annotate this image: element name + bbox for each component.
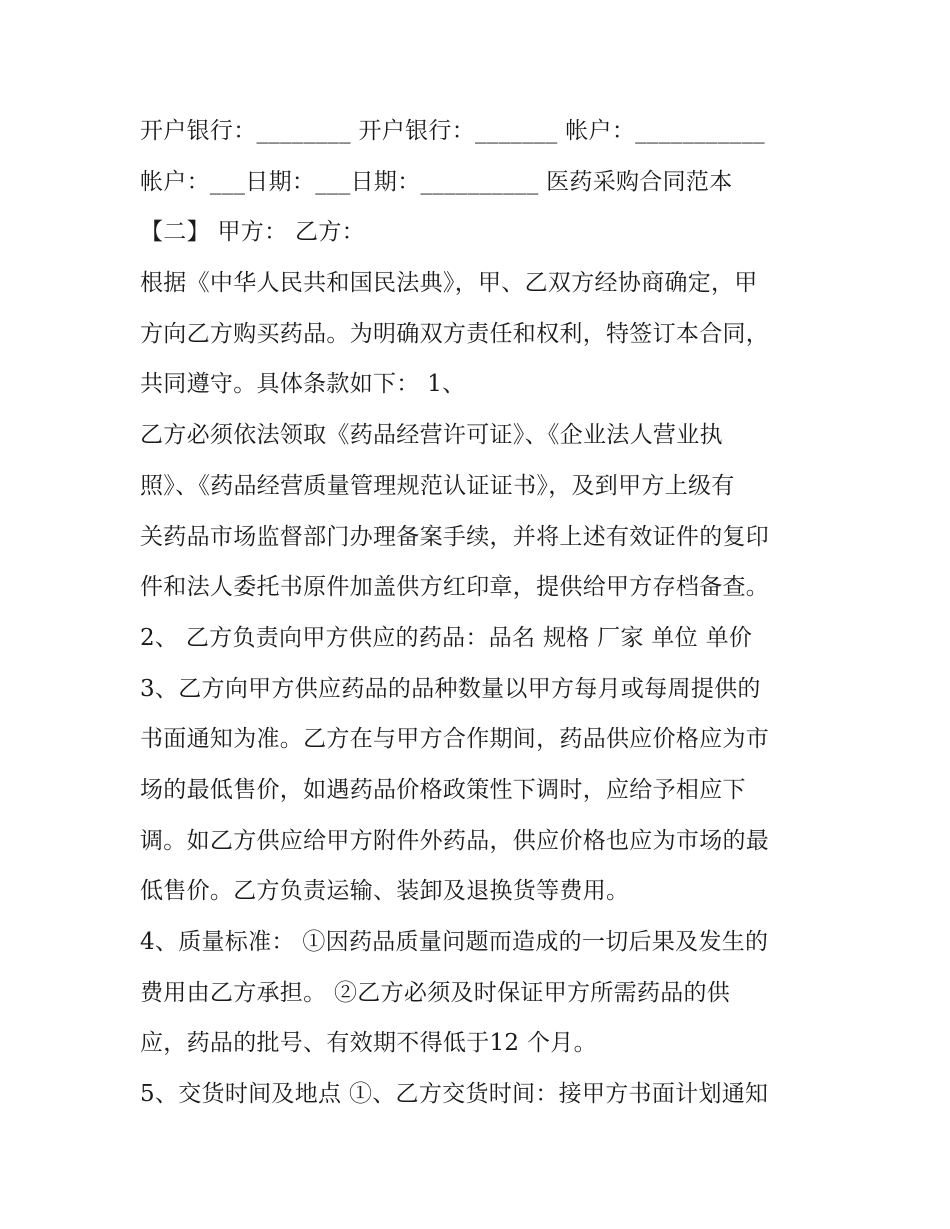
text-line-section-two-parties: 【二】 甲方： 乙方： [140, 219, 365, 246]
text-line-clause-1d: 件和法人委托书原件加盖供方红印章，提供给甲方存档备查。 [140, 574, 770, 601]
text-line-clause-1b: 照》、《药品经营质量管理规范认证证书》，及到甲方上级有 [140, 472, 735, 499]
text-line-clause-3e: 低售价。乙方负责运输、装卸及退换货等费用。 [140, 878, 630, 905]
text-line-clause-2: 2、 乙方负责向甲方供应的药品：品名 规格 厂家 单位 单价 [140, 624, 753, 651]
text-line-clause-3c: 场的最低售价，如遇药品价格政策性下调时，应给予相应下 [140, 776, 746, 803]
text-line-clause-3d: 调。如乙方供应给甲方附件外药品，供应价格也应为市场的最 [140, 827, 770, 854]
text-line-account-dates-title: 帐户：___日期：___日期：__________ 医药采购合同范本 [140, 168, 733, 195]
text-line-clause-1c: 关药品市场监督部门办理备案手续，并将上述有效证件的复印 [140, 523, 770, 550]
text-line-clause-5: 5、交货时间及地点 ①、乙方交货时间：接甲方书面计划通知 [140, 1081, 769, 1108]
text-line-clause-1a: 乙方必须依法领取《药品经营许可证》、《企业法人营业执 [140, 422, 723, 449]
text-line-clause-4c: 应，药品的批号、有效期不得低于12 个月。 [140, 1030, 597, 1057]
text-line-clause-3b: 书面通知为准。乙方在与甲方合作期间，药品供应价格应为市 [140, 726, 770, 753]
text-line-bank-accounts: 开户银行：________ 开户银行：_______ 帐户：___________ [140, 118, 765, 144]
text-line-clause-4b: 费用由乙方承担。 ②乙方必须及时保证甲方所需药品的供 [140, 979, 731, 1006]
text-line-preamble-1: 根据《中华人民共和国民法典》，甲、乙双方经协商确定，甲 [140, 270, 758, 297]
text-line-preamble-2: 方向乙方购买药品。为明确双方责任和权利，特签订本合同， [140, 320, 770, 347]
text-line-preamble-3: 共同遵守。具体条款如下： 1、 [140, 371, 466, 398]
text-line-clause-3a: 3、乙方向甲方供应药品的品种数量以甲方每月或每周提供的 [140, 675, 761, 702]
document-body [140, 106, 830, 1120]
text-line-clause-4a: 4、质量标准： ①因药品质量问题而造成的一切后果及发生的 [140, 929, 769, 955]
